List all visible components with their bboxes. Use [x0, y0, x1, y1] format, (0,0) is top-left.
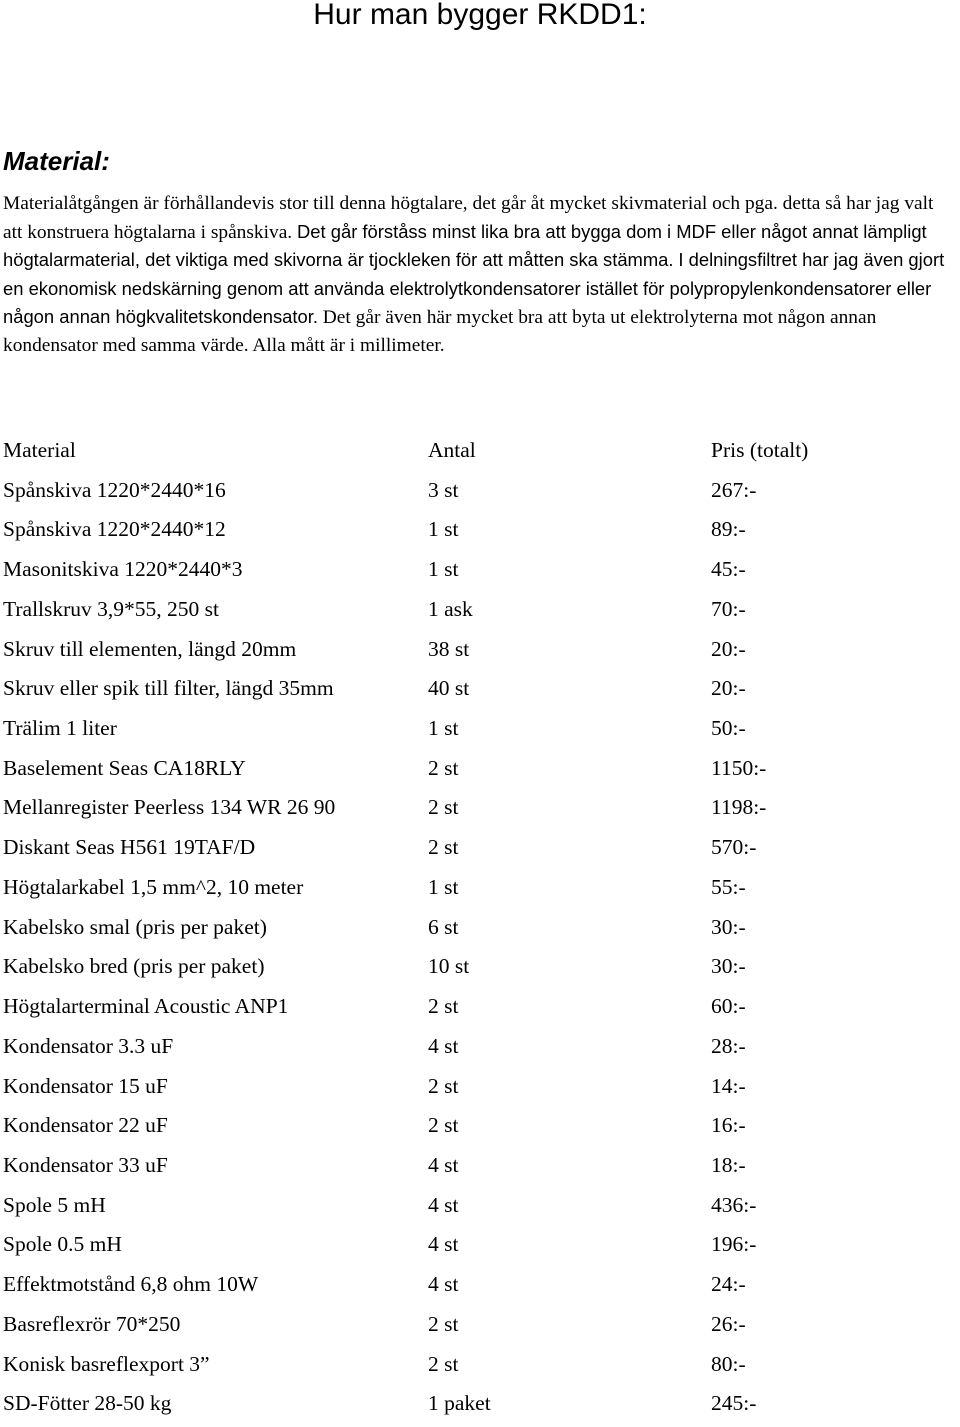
quantity-cell: 2 st — [428, 755, 459, 780]
table-row — [3, 1070, 953, 1110]
price-cell: 570:- — [711, 835, 757, 860]
paragraph-part-4: Det går även här mycket bra att byta ut elektrolyterna mot någon annan kondensator med samma värde. Alla mått är i millimeter. — [3, 307, 877, 356]
material-cell: Mellanregister Peerless 134 WR 26 90 — [3, 795, 336, 820]
table-row — [3, 712, 953, 752]
header-antal: Antal — [428, 438, 476, 462]
table-row — [3, 990, 953, 1030]
table-row — [3, 1268, 953, 1308]
price-cell: 30:- — [711, 914, 746, 939]
table-row — [3, 1109, 953, 1149]
table-row — [3, 513, 953, 553]
table-row — [3, 1189, 953, 1229]
quantity-cell: 4 st — [428, 1272, 459, 1297]
quantity-cell: 1 ask — [428, 596, 473, 621]
price-cell: 30:- — [711, 954, 746, 979]
table-row — [3, 633, 953, 673]
material-cell: Effektmotstånd 6,8 ohm 10W — [3, 1272, 259, 1297]
price-cell: 16:- — [711, 1113, 746, 1138]
header-pris: Pris (totalt) — [711, 438, 809, 462]
material-cell: Konisk basreflexport 3” — [3, 1351, 210, 1376]
quantity-cell: 4 st — [428, 1232, 459, 1257]
intro-paragraph — [3, 190, 953, 359]
quantity-cell: 2 st — [428, 1311, 459, 1336]
quantity-cell: 1 st — [428, 874, 459, 899]
material-cell: Baselement Seas CA18RLY — [3, 755, 246, 780]
price-cell: 45:- — [711, 557, 746, 582]
price-cell: 1150:- — [711, 755, 767, 780]
material-table — [3, 434, 953, 1427]
material-cell: Masonitskiva 1220*2440*3 — [3, 557, 243, 582]
document-title: Hur man bygger RKDD1: — [313, 0, 647, 31]
material-cell: Basreflexrör 70*250 — [3, 1311, 181, 1336]
material-cell: Kondensator 33 uF — [3, 1152, 168, 1177]
material-cell: Skruv eller spik till filter, längd 35mm — [3, 676, 334, 701]
table-row — [3, 553, 953, 593]
quantity-cell: 1 st — [428, 517, 459, 542]
price-cell: 28:- — [711, 1033, 746, 1058]
price-cell: 70:- — [711, 596, 746, 621]
price-cell: 24:- — [711, 1272, 746, 1297]
price-cell: 267:- — [711, 477, 757, 502]
material-cell: Spole 0.5 mH — [3, 1232, 122, 1257]
price-cell: 20:- — [711, 636, 746, 661]
table-row — [3, 593, 953, 633]
quantity-cell: 2 st — [428, 994, 459, 1019]
material-cell: Högtalarterminal Acoustic ANP1 — [3, 994, 289, 1019]
quantity-cell: 1 st — [428, 557, 459, 582]
table-row — [3, 672, 953, 712]
price-cell: 60:- — [711, 994, 746, 1019]
header-material: Material — [3, 438, 76, 462]
price-cell: 245:- — [711, 1391, 757, 1416]
price-cell: 436:- — [711, 1192, 757, 1217]
table-row — [3, 1308, 953, 1348]
table-row — [3, 1387, 953, 1427]
table-row — [3, 474, 953, 514]
price-cell: 14:- — [711, 1073, 746, 1098]
quantity-cell: 2 st — [428, 1113, 459, 1138]
paragraph-part-3: I delningsfiltret har jag även gjort en ekonomisk nedskärning genom att använda elektrolytkondensatorer istället för polypropylenkondensatorer eller någon annan högkvalitetskondensator. — [3, 249, 945, 327]
quantity-cell: 2 st — [428, 1351, 459, 1376]
table-row — [3, 950, 953, 990]
material-cell: Trallskruv 3,9*55, 250 st — [3, 596, 220, 621]
price-cell: 1198:- — [711, 795, 767, 820]
quantity-cell: 2 st — [428, 795, 459, 820]
table-row — [3, 752, 953, 792]
quantity-cell: 2 st — [428, 1073, 459, 1098]
material-cell: Spole 5 mH — [3, 1192, 106, 1217]
table-row — [3, 831, 953, 871]
quantity-cell: 2 st — [428, 835, 459, 860]
quantity-cell: 1 paket — [428, 1391, 491, 1416]
material-cell: Kabelsko smal (pris per paket) — [3, 914, 267, 939]
table-row — [3, 1030, 953, 1070]
material-cell: Trälim 1 liter — [3, 716, 117, 741]
material-cell: Högtalarkabel 1,5 mm^2, 10 meter — [3, 874, 304, 899]
table-header-row — [3, 434, 953, 474]
quantity-cell: 6 st — [428, 914, 459, 939]
material-cell: Kabelsko bred (pris per paket) — [3, 954, 265, 979]
quantity-cell: 4 st — [428, 1152, 459, 1177]
material-cell: Skruv till elementen, längd 20mm — [3, 636, 297, 661]
material-cell: Diskant Seas H561 19TAF/D — [3, 835, 256, 860]
price-cell: 20:- — [711, 676, 746, 701]
quantity-cell: 4 st — [428, 1192, 459, 1217]
paragraph-part-2: Det går förståss minst lika bra att bygga dom i MDF eller något annat lämpligt högtalarmaterial, det viktiga med skivorna är tjockleken för att måtten ska stämma. — [3, 220, 927, 270]
price-cell: 26:- — [711, 1311, 746, 1336]
price-cell: 89:- — [711, 517, 746, 542]
price-cell: 50:- — [711, 716, 746, 741]
price-cell: 55:- — [711, 874, 746, 899]
table-row — [3, 1348, 953, 1388]
table-row — [3, 791, 953, 831]
table-row — [3, 911, 953, 951]
material-cell: Spånskiva 1220*2440*16 — [3, 477, 226, 502]
material-cell: Kondensator 3.3 uF — [3, 1033, 174, 1058]
material-cell: Kondensator 22 uF — [3, 1113, 168, 1138]
quantity-cell: 3 st — [428, 477, 459, 502]
quantity-cell: 1 st — [428, 716, 459, 741]
paragraph-part-1: Materialåtgången är förhållandevis stor till denna högtalare, det går åt mycket skivmaterial och pga. detta så har jag valt att konstruera högtalarna i spånskiva. — [3, 193, 934, 243]
price-cell: 18:- — [711, 1152, 746, 1177]
quantity-cell: 40 st — [428, 676, 470, 701]
material-cell: SD-Fötter 28-50 kg — [3, 1391, 172, 1416]
material-cell: Kondensator 15 uF — [3, 1073, 168, 1098]
table-row — [3, 871, 953, 911]
material-cell: Spånskiva 1220*2440*12 — [3, 517, 226, 542]
table-row — [3, 1228, 953, 1268]
quantity-cell: 4 st — [428, 1033, 459, 1058]
quantity-cell: 38 st — [428, 636, 470, 661]
price-cell: 80:- — [711, 1351, 746, 1376]
quantity-cell: 10 st — [428, 954, 470, 979]
table-row — [3, 1149, 953, 1189]
price-cell: 196:- — [711, 1232, 757, 1257]
section-heading: Material: — [3, 146, 110, 176]
